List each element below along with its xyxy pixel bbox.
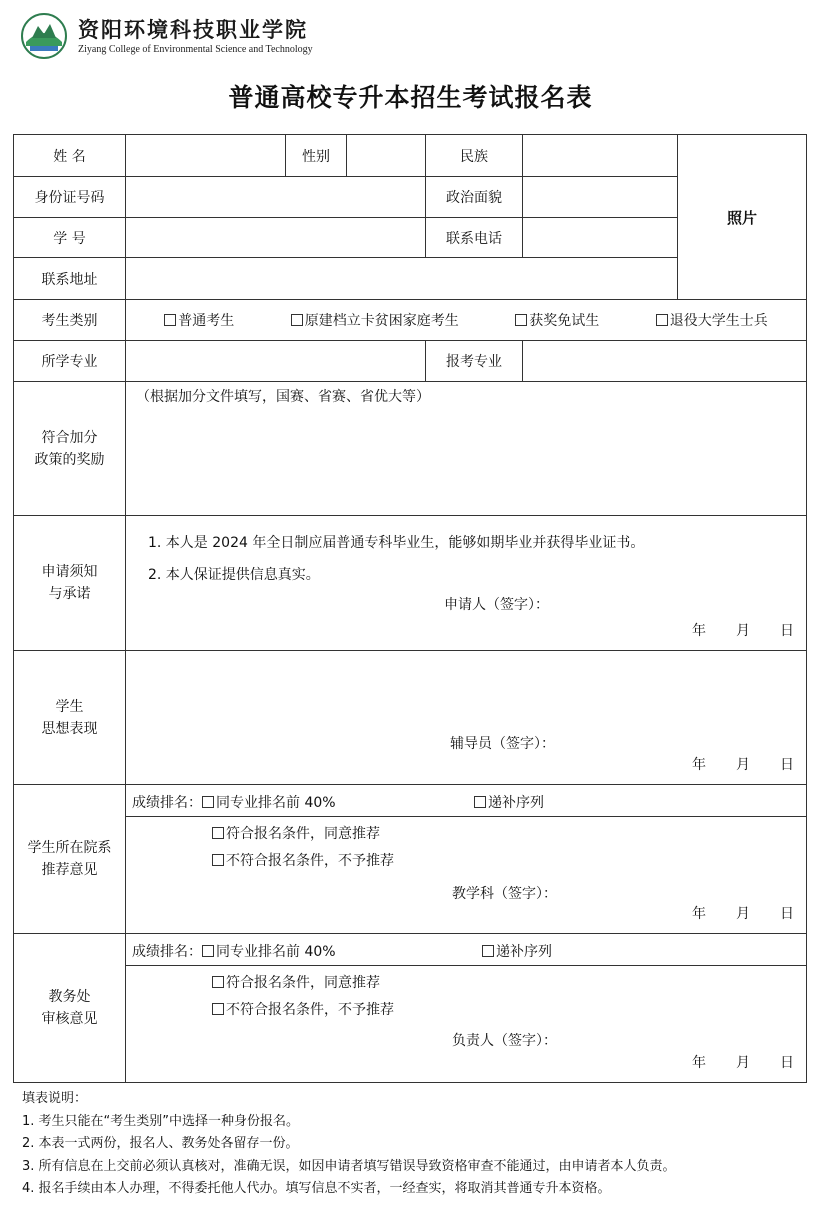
category-option[interactable]: 退役大学生士兵 xyxy=(656,310,768,330)
form-notes xyxy=(22,1088,676,1201)
student-no-label: 学 号 xyxy=(14,218,126,258)
rank-option: 递补序列 xyxy=(488,795,544,811)
applicant-signature[interactable]: 申请人（签字）： xyxy=(444,597,549,613)
date-line: 年 月 日 xyxy=(692,757,794,773)
date-line: 年 月 日 xyxy=(692,623,794,639)
checkbox-icon[interactable] xyxy=(515,314,527,326)
ethnicity-label: 民族 xyxy=(426,135,523,177)
phone-label: 联系电话 xyxy=(426,218,523,258)
checkbox-icon[interactable] xyxy=(212,1003,224,1015)
name-label: 姓 名 xyxy=(14,135,126,177)
disagree-option[interactable]: 不符合报名条件，不予推荐 xyxy=(212,850,394,870)
apply-major-label: 报考专业 xyxy=(426,341,523,382)
notes-title: 填表说明： xyxy=(22,1091,88,1106)
disagree-option[interactable]: 不符合报名条件，不予推荐 xyxy=(212,999,394,1019)
thought-section[interactable] xyxy=(126,651,807,785)
bonus-hint: （根据加分文件填写，国赛、省赛、省优大等） xyxy=(136,389,430,405)
office-rank-row xyxy=(126,934,807,966)
ethnicity-field[interactable] xyxy=(523,135,678,177)
category-option[interactable]: 获奖免试生 xyxy=(515,310,599,330)
id-label: 身份证号码 xyxy=(14,177,126,218)
gender-label: 性别 xyxy=(286,135,347,177)
photo-box: 照片 xyxy=(678,135,807,300)
checkbox-icon[interactable] xyxy=(474,796,486,808)
note-item: 4. 报名手续由本人办理，不得委托他人代办。填写信息不实者，一经查实，将取消其普通专升本资格。 xyxy=(22,1181,611,1196)
form-title: 普通高校专升本招生考试报名表 xyxy=(228,83,593,112)
commitment-section xyxy=(126,516,807,651)
bonus-label: 符合加分 政策的奖励 xyxy=(14,382,126,516)
category-options xyxy=(126,310,806,330)
counselor-signature[interactable]: 辅导员（签字）： xyxy=(450,736,555,752)
checkbox-icon[interactable] xyxy=(291,314,303,326)
apply-major-field[interactable] xyxy=(523,341,807,382)
checkbox-icon[interactable] xyxy=(202,945,214,957)
rank-label: 成绩排名： xyxy=(132,944,202,960)
agree-option[interactable]: 符合报名条件，同意推荐 xyxy=(212,972,380,992)
rank-option: 同专业排名前 40% xyxy=(216,795,336,811)
registration-form xyxy=(13,134,807,1083)
checkbox-icon[interactable] xyxy=(212,976,224,988)
phone-field[interactable] xyxy=(523,218,678,258)
school-name-en: Ziyang College of Environmental Science and Technology xyxy=(78,44,313,55)
commitment-label: 申请须知 与承诺 xyxy=(14,516,126,651)
dept-opinion xyxy=(126,817,807,934)
note-item: 1. 考生只能在“考生类别”中选择一种身份报名。 xyxy=(22,1113,300,1129)
name-field[interactable] xyxy=(126,135,286,177)
commitment-item: 2. 本人保证提供信息真实。 xyxy=(148,567,320,583)
bonus-field[interactable] xyxy=(126,382,807,516)
checkbox-icon[interactable] xyxy=(212,827,224,839)
checkbox-icon[interactable] xyxy=(212,854,224,866)
category-option[interactable]: 原建档立卡贫困家庭考生 xyxy=(291,310,459,330)
major-label: 所学专业 xyxy=(14,341,126,382)
political-field[interactable] xyxy=(523,177,678,218)
rank-option: 同专业排名前 40% xyxy=(216,944,336,960)
teaching-signature[interactable]: 教学科（签字）： xyxy=(452,886,557,902)
id-field[interactable] xyxy=(126,177,426,218)
gender-field[interactable] xyxy=(347,135,426,177)
checkbox-icon[interactable] xyxy=(164,314,176,326)
leader-signature[interactable]: 负责人（签字）： xyxy=(452,1033,557,1049)
address-field[interactable] xyxy=(126,258,678,300)
note-item: 3. 所有信息在上交前必须认真核对，准确无误，如因申请者填写错误导致资格审查不能通过，由申请者本人负责。 xyxy=(22,1158,676,1174)
school-logo-icon xyxy=(20,12,68,60)
checkbox-icon[interactable] xyxy=(202,796,214,808)
school-header xyxy=(20,12,380,62)
major-field[interactable] xyxy=(126,341,426,382)
agree-option[interactable]: 符合报名条件，同意推荐 xyxy=(212,823,380,843)
note-item: 2. 本表一式两份，报名人、教务处各留存一份。 xyxy=(22,1136,299,1151)
commitment-item: 1. 本人是 2024 年全日制应届普通专科毕业生，能够如期毕业并获得毕业证书。 xyxy=(148,535,645,551)
rank-label: 成绩排名： xyxy=(132,795,202,811)
checkbox-icon[interactable] xyxy=(656,314,668,326)
category-option[interactable]: 普通考生 xyxy=(164,310,234,330)
rank-option: 递补序列 xyxy=(496,944,552,960)
date-line: 年 月 日 xyxy=(692,1055,794,1071)
office-label: 教务处 审核意见 xyxy=(14,934,126,1083)
student-no-field[interactable] xyxy=(126,218,426,258)
dept-label: 学生所在院系 推荐意见 xyxy=(14,785,126,934)
thought-label: 学生 思想表现 xyxy=(14,651,126,785)
address-label: 联系地址 xyxy=(14,258,126,300)
office-opinion xyxy=(126,966,807,1083)
school-name-cn: 资阳环境科技职业学院 xyxy=(78,17,308,42)
political-label: 政治面貌 xyxy=(426,177,523,218)
checkbox-icon[interactable] xyxy=(482,945,494,957)
dept-rank-row xyxy=(126,785,807,817)
date-line: 年 月 日 xyxy=(692,906,794,922)
category-label: 考生类别 xyxy=(14,300,126,341)
